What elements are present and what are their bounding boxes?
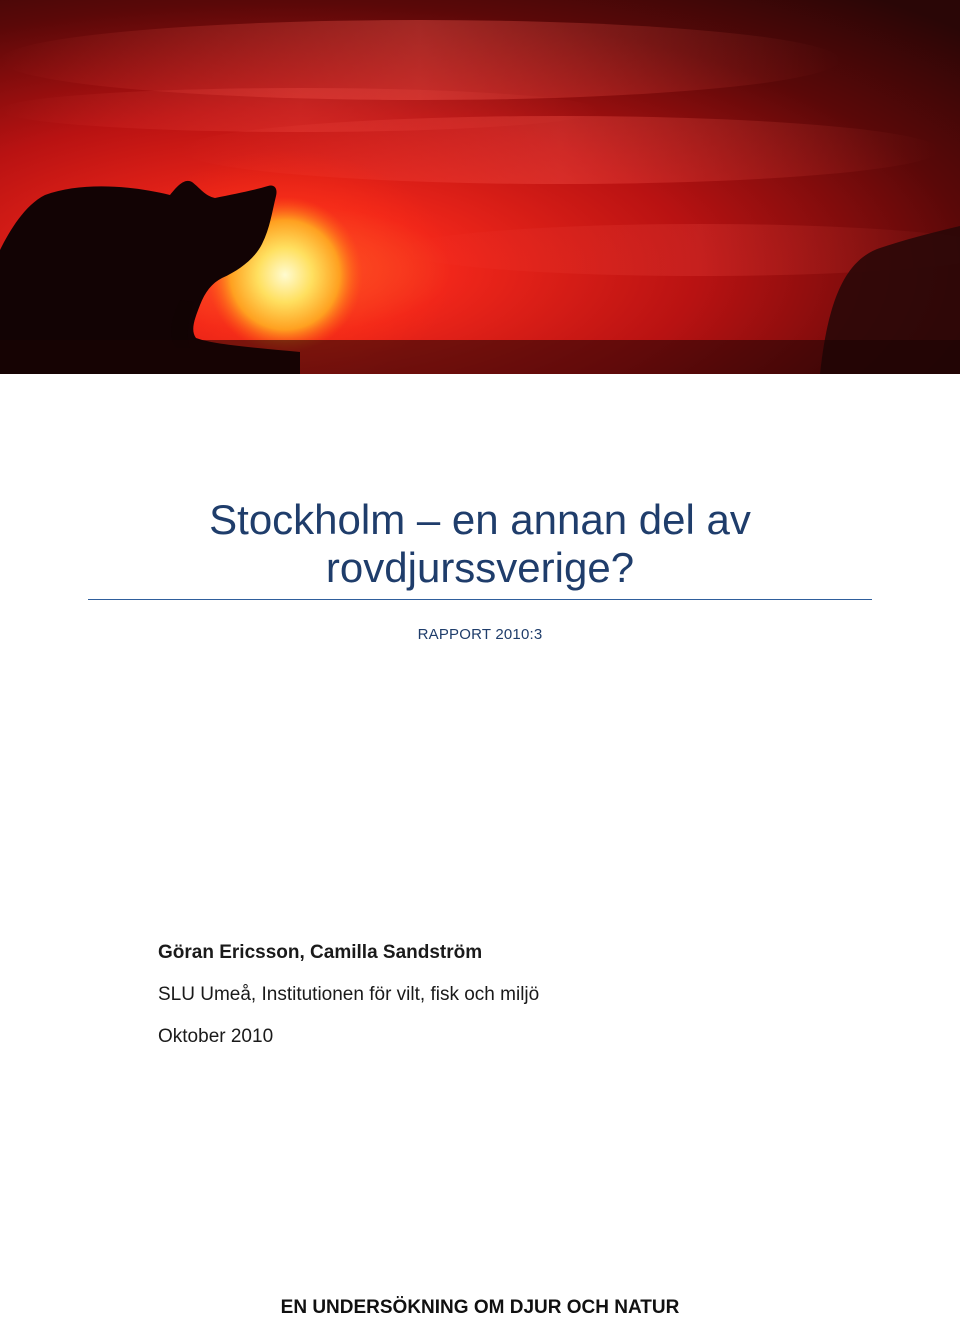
publication-date: Oktober 2010 [158, 1026, 274, 1047]
report-title [0, 496, 960, 592]
institution: SLU Umeå, Institutionen för vilt, fisk och miljö [158, 984, 540, 1005]
title-divider [88, 599, 872, 600]
report-title-line-2: rovdjurssverige? [325, 544, 635, 591]
authors: Göran Ericsson, Camilla Sandström [158, 942, 483, 963]
series-footer: EN UNDERSÖKNING OM DJUR OCH NATUR [280, 1297, 680, 1318]
cover-photo [0, 0, 960, 374]
report-title-line-1: Stockholm – en annan del av [209, 496, 751, 543]
report-number: RAPPORT 2010:3 [417, 626, 543, 643]
